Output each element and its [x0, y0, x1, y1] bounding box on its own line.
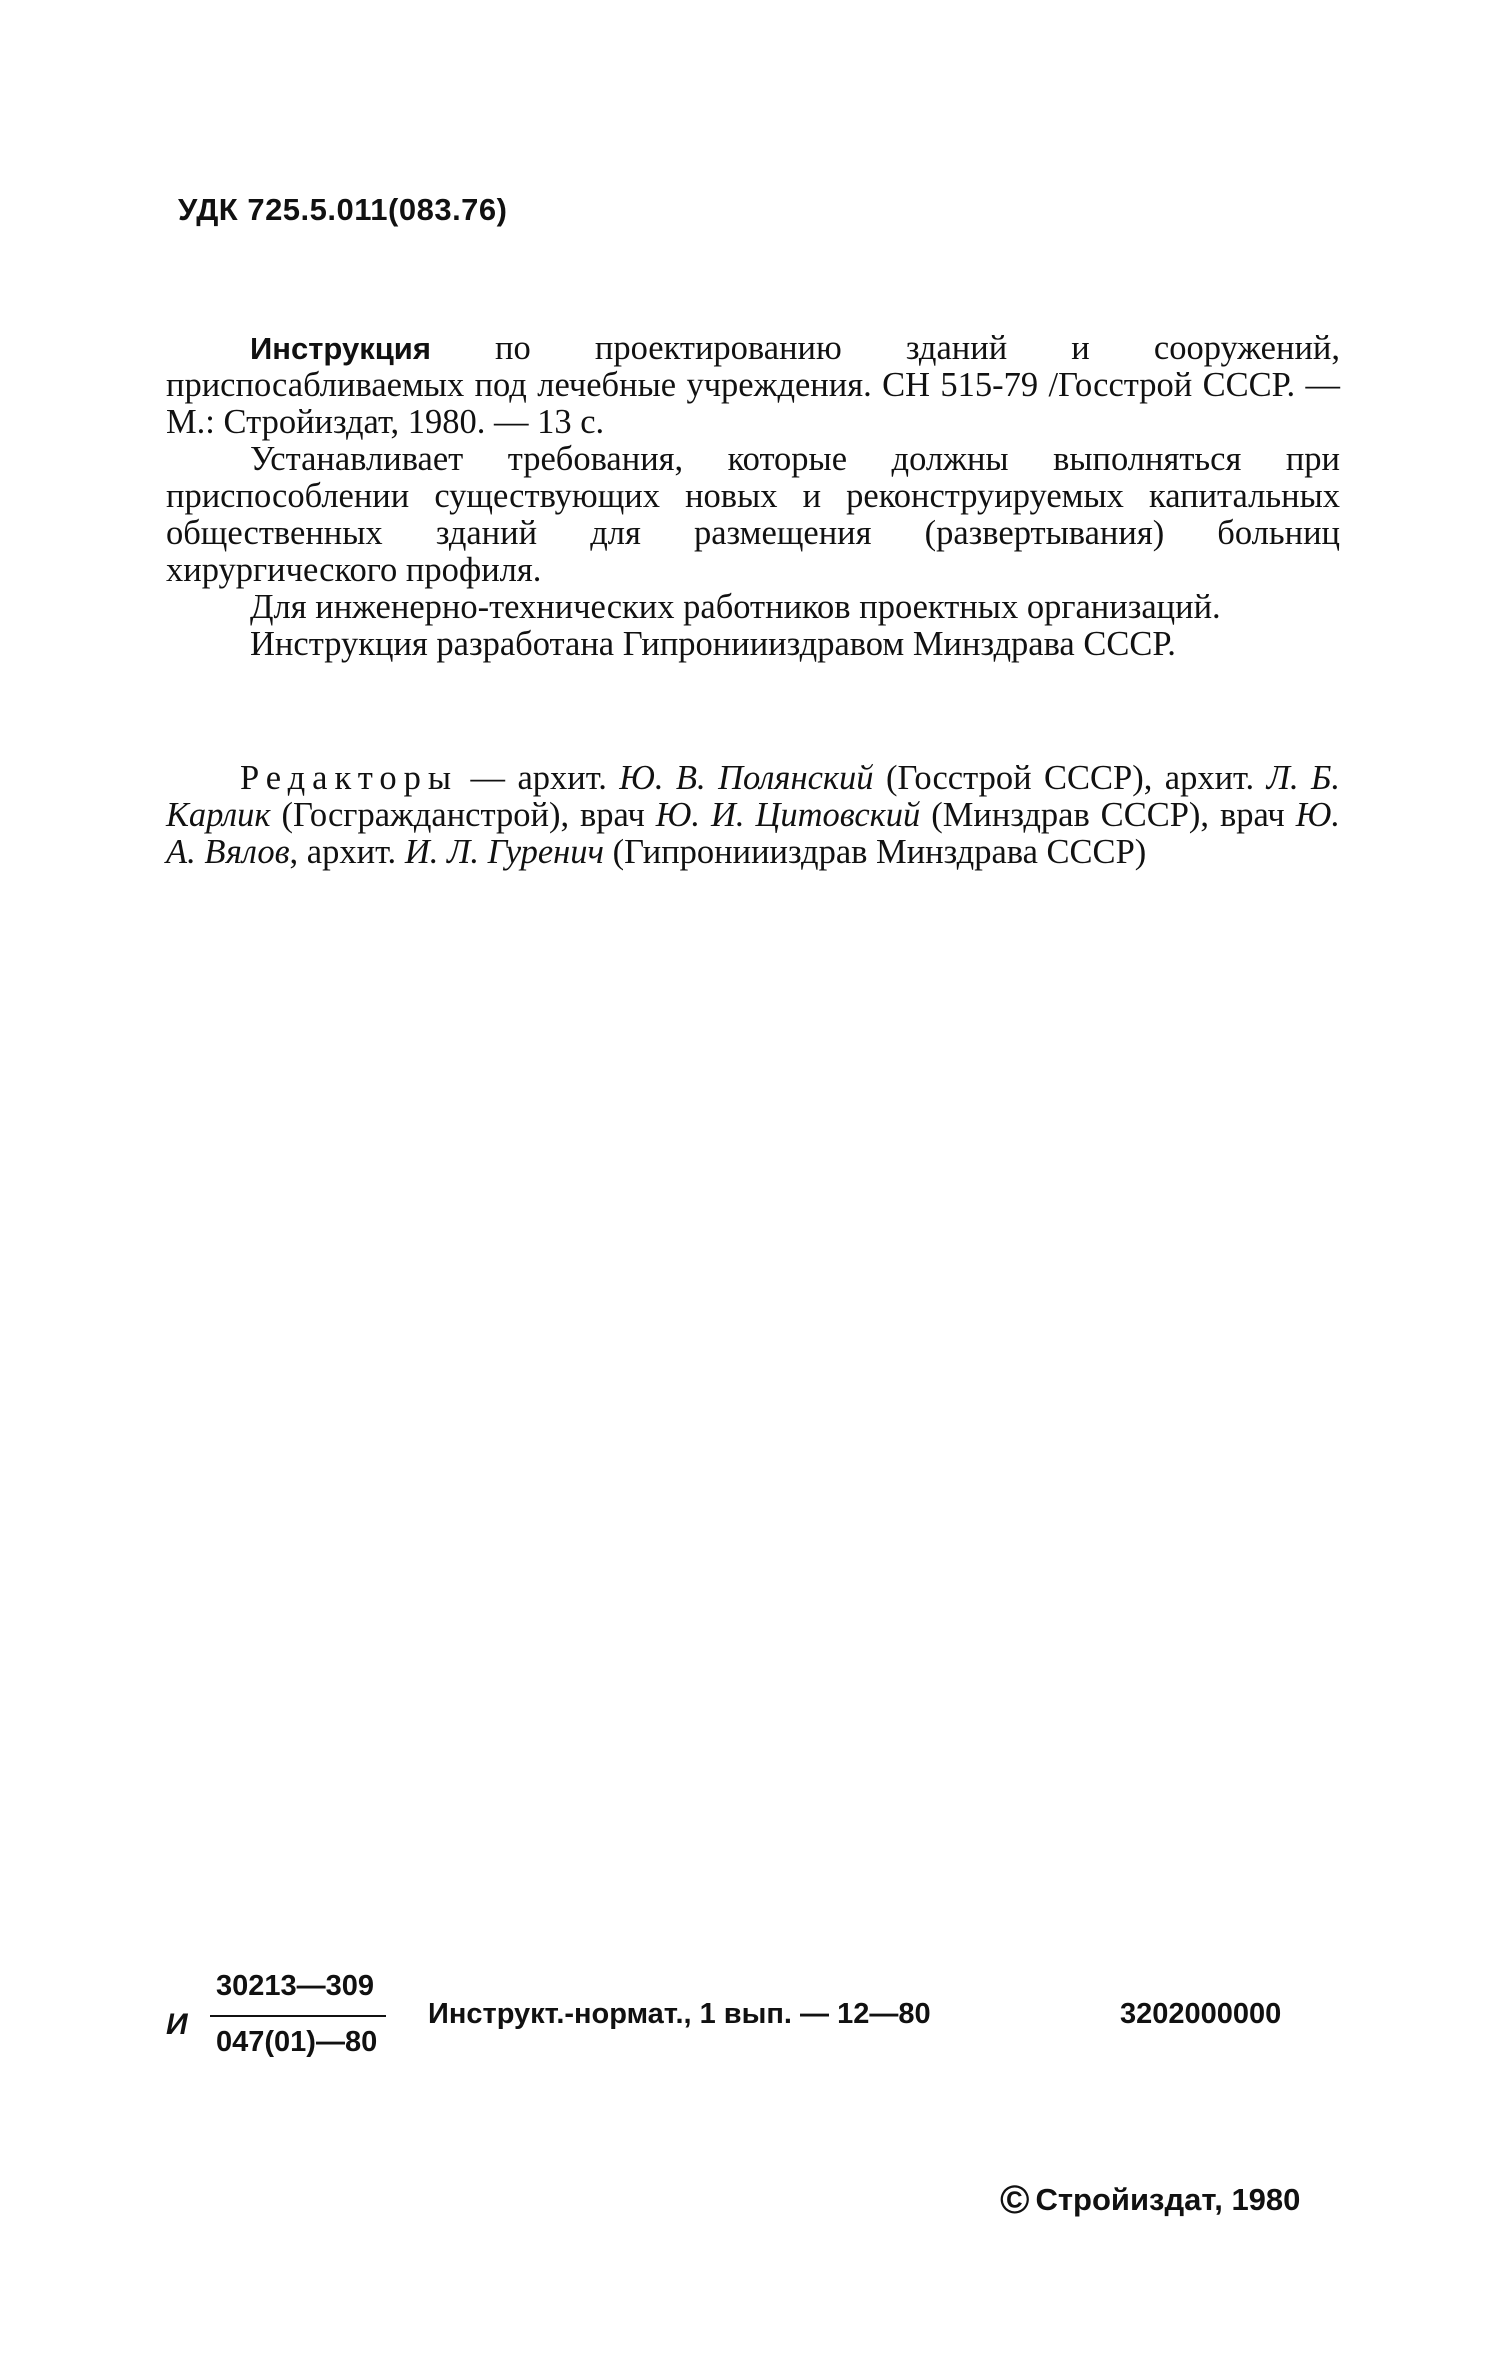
imprint-code: 3202000000 — [1120, 1998, 1282, 2030]
editor-name-4: Ю. А. Вялов — [166, 796, 1340, 871]
udc-code: УДК 725.5.011(083.76) — [178, 192, 508, 227]
imprint-denominator: 047(01)—80 — [216, 2026, 378, 2058]
abstract-description: Устанавливает требования, которые должны выполняться при приспособлении существующих новых и реконструируемых капитальных общественных зданий для размещения (развертывания) больниц хирургического профиля. — [166, 440, 1340, 589]
abstract-title-paragraph — [166, 330, 1340, 441]
editor-name-1: Ю. В. Полянский — [619, 759, 874, 797]
imprint-index-letter: И — [166, 2008, 188, 2041]
imprint-fraction-line — [210, 2015, 386, 2017]
editors-text-6: (Гипрониииздрав Минздрава СССР) — [603, 833, 1147, 871]
editors-label: Редакторы — [240, 759, 459, 797]
editor-name-5: И. Л. Гуренич — [404, 833, 604, 871]
imprint-series: Инструкт.-нормат., 1 вып. — 12—80 — [428, 1998, 931, 2030]
editors-text-1: — архит. — [458, 759, 620, 797]
copyright-line — [1000, 2178, 1300, 2223]
editor-name-3: Ю. И. Цитовский — [655, 796, 921, 834]
editors-block — [166, 760, 1340, 871]
editors-text-4: (Минздрав СССР), врач — [920, 796, 1296, 834]
editors-text-3: (Госгражданстрой), врач — [270, 796, 656, 834]
imprint-block — [166, 1970, 1340, 2080]
imprint-numerator: 30213—309 — [216, 1970, 375, 2002]
abstract-block — [166, 330, 1340, 663]
editor-name-2: Л. Б. Карлик — [166, 759, 1340, 834]
abstract-title-word: Инструкция — [250, 331, 431, 366]
copyright-text: Стройиздат, 1980 — [1035, 2182, 1301, 2217]
copyright-icon: © — [1000, 2178, 1030, 2222]
abstract-developer: Инструкция разработана Гипрониииздравом Минздрава СССР. — [250, 625, 1176, 663]
editors-text-2: (Госстрой СССР), архит. — [873, 759, 1267, 797]
abstract-audience: Для инженерно-технических работников проектных организаций. — [250, 588, 1221, 626]
abstract-title-rest: по проектированию зданий и сооружений, приспосабливаемых под лечебные учреждения. СН 515-79 /Госстрой СССР. — М.: Стройиздат, 1980. — 13 с. — [166, 329, 1340, 441]
editors-paragraph — [166, 760, 1340, 871]
editors-text-5: , архит. — [289, 833, 405, 871]
